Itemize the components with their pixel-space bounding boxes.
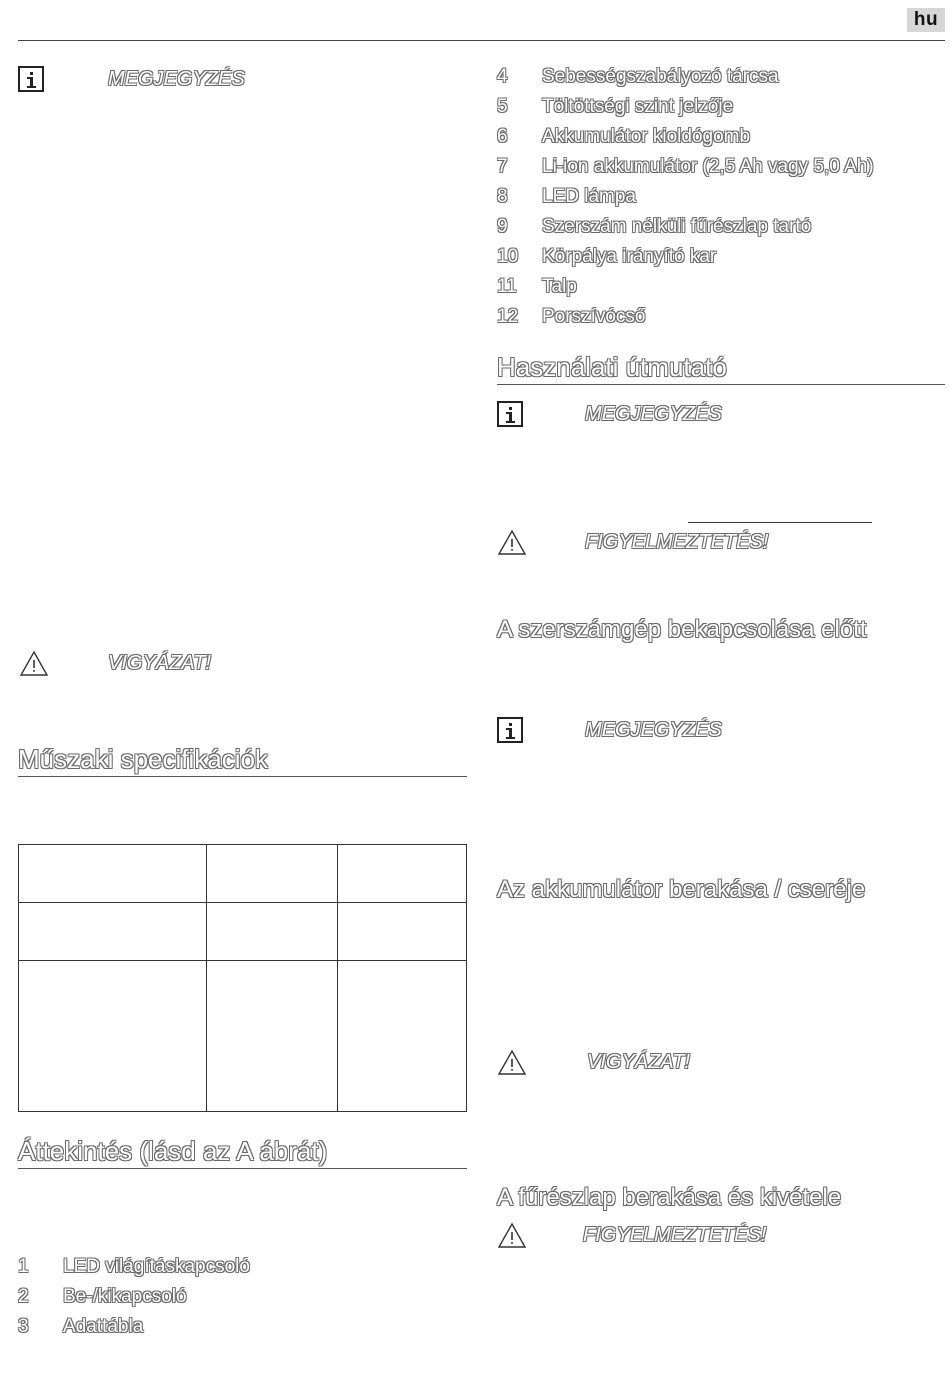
table-row-divider [19,902,466,903]
info-icon [18,66,44,92]
warning-triangle-icon [497,1222,527,1249]
notice-label: MEGJEGYZÉS [108,68,245,90]
usage-heading: Használati útmutató [497,352,727,382]
before-switch-on-heading: A szerszámgép bekapcsolása előtt [497,616,867,643]
list-item: 4 Sebességszabályozó tárcsa [497,66,779,87]
overview-heading: Áttekintés (lásd az A ábrát) [18,1136,328,1166]
list-item: 11 Talp [497,276,577,297]
specs-heading-rule [18,776,467,777]
overview-heading-rule [18,1168,467,1169]
warning-label: FIGYELMEZTETÉS! [585,531,769,553]
list-item: 8 LED lámpa [497,186,636,207]
overview-list-left [18,1252,467,1342]
info-icon [497,401,523,427]
caution-label: VIGYÁZAT! [108,652,211,674]
list-item: 9 Szerszám nélküli fűrészlap tartó [497,216,812,237]
list-item: 10 Körpálya irányító kar [497,246,717,267]
table-column-divider [206,845,207,1111]
list-item: 1 LED világításkapcsoló [18,1256,250,1277]
list-item: 12 Porszívócső [497,306,646,327]
warning-triangle-icon [19,650,49,677]
warning-triangle-icon [497,529,527,556]
table-column-divider [337,845,338,1111]
blade-heading: A fűrészlap berakása és kivétele [497,1184,842,1211]
specs-heading: Műszaki specifikációk [18,744,268,774]
notice-label: MEGJEGYZÉS [585,719,722,741]
list-item: 3 Adattábla [18,1316,144,1337]
warning-label: FIGYELMEZTETÉS! [583,1224,767,1246]
specs-table [18,844,467,1112]
overview-list-right [497,62,945,332]
battery-heading: Az akkumulátor berakása / cseréje [497,876,866,903]
warning-triangle-icon [497,1049,527,1076]
list-item: 7 Li-ion akkumulátor (2,5 Ah vagy 5,0 Ah) [497,156,874,177]
list-item: 5 Töltöttségi szint jelzője [497,96,734,117]
usage-heading-rule [497,384,945,385]
list-item: 6 Akkumulátor kioldógomb [497,126,751,147]
table-row-divider [19,960,466,961]
notice-label: MEGJEGYZÉS [585,403,722,425]
header-rule [18,40,945,41]
list-item: 2 Be-/kikapcsoló [18,1286,187,1307]
text-underline [688,522,872,523]
language-badge: hu [907,8,945,32]
info-icon [497,717,523,743]
caution-label: VIGYÁZAT! [587,1051,690,1073]
